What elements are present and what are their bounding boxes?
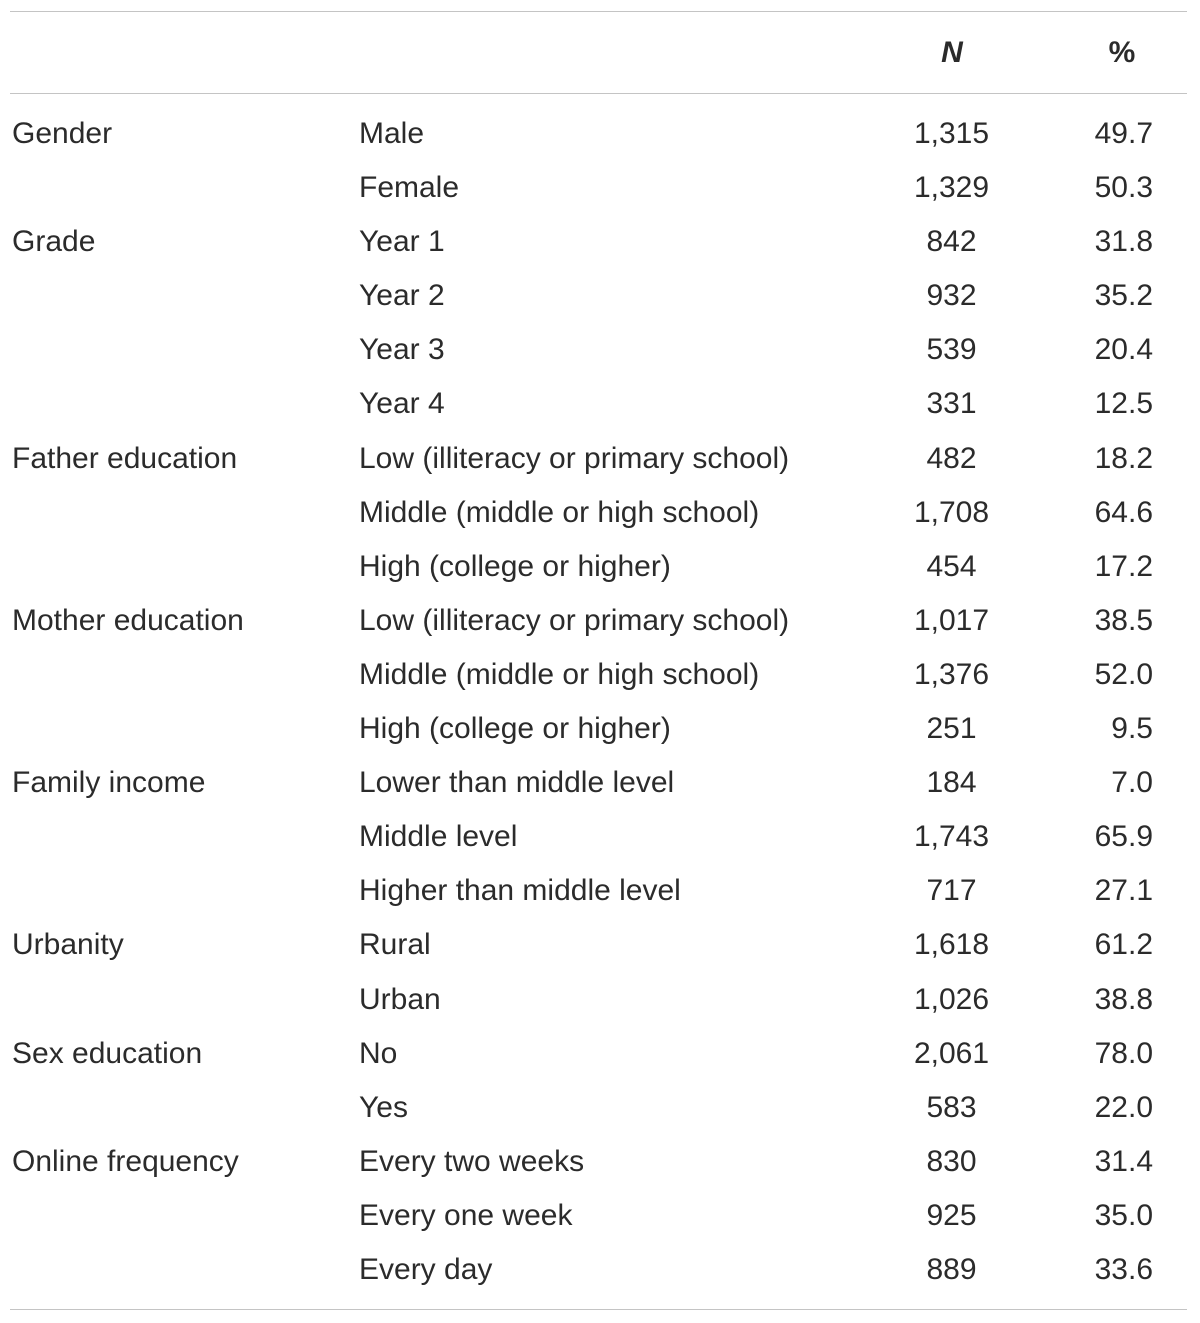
table-row bbox=[0, 1189, 1200, 1243]
percent-cell: 78.0 bbox=[1094, 1036, 1153, 1070]
percent-cell: 27.1 bbox=[1094, 874, 1153, 908]
n-cell: 1,315 bbox=[913, 117, 990, 150]
percent-cell: 64.6 bbox=[1094, 495, 1153, 529]
table-row bbox=[0, 161, 1200, 215]
percent-cell: 52.0 bbox=[1094, 657, 1153, 691]
n-cell: 830 bbox=[926, 1144, 977, 1178]
variable-cell: Sex education bbox=[12, 1036, 203, 1070]
percent-cell: 31.4 bbox=[1094, 1144, 1153, 1178]
category-cell: Middle (middle or high school) bbox=[359, 657, 760, 691]
category-cell: No bbox=[359, 1036, 398, 1070]
n-cell: 842 bbox=[926, 225, 977, 259]
n-cell: 717 bbox=[926, 874, 977, 908]
column-header-n: N bbox=[941, 36, 963, 69]
table-row bbox=[0, 918, 1200, 972]
table-row bbox=[0, 648, 1200, 702]
table-row bbox=[0, 107, 1200, 161]
variable-cell: Online frequency bbox=[12, 1144, 239, 1178]
category-cell: Rural bbox=[359, 928, 431, 962]
table-row bbox=[0, 594, 1200, 648]
percent-cell: 38.5 bbox=[1094, 603, 1153, 637]
percent-cell: 18.2 bbox=[1094, 441, 1153, 475]
n-cell: 184 bbox=[926, 766, 977, 800]
table-row bbox=[0, 1081, 1200, 1135]
table-header-rule bbox=[10, 93, 1187, 94]
variable-cell: Urbanity bbox=[12, 928, 124, 962]
percent-cell: 7.0 bbox=[1111, 766, 1153, 800]
table-row bbox=[0, 377, 1200, 431]
table-row bbox=[0, 432, 1200, 486]
table-body bbox=[0, 107, 1200, 1297]
table-row bbox=[0, 486, 1200, 540]
percent-cell: 49.7 bbox=[1094, 117, 1153, 150]
n-cell: 331 bbox=[926, 387, 977, 421]
category-cell: High (college or higher) bbox=[359, 549, 671, 583]
n-cell: 925 bbox=[926, 1198, 977, 1232]
percent-cell: 35.0 bbox=[1094, 1198, 1153, 1232]
category-cell: Year 4 bbox=[359, 387, 445, 421]
table-row bbox=[0, 1243, 1200, 1297]
n-cell: 583 bbox=[926, 1090, 977, 1124]
table-row bbox=[0, 810, 1200, 864]
n-cell: 1,376 bbox=[913, 657, 990, 691]
variable-cell: Father education bbox=[12, 441, 238, 475]
percent-cell: 22.0 bbox=[1094, 1090, 1153, 1124]
percent-cell: 31.8 bbox=[1094, 225, 1153, 259]
table-row bbox=[0, 1135, 1200, 1189]
table-row bbox=[0, 215, 1200, 269]
percent-cell: 17.2 bbox=[1094, 549, 1153, 583]
table-row bbox=[0, 269, 1200, 323]
category-cell: Low (illiteracy or primary school) bbox=[359, 441, 790, 475]
category-cell: Yes bbox=[359, 1090, 408, 1124]
n-cell: 539 bbox=[926, 333, 977, 367]
percent-cell: 35.2 bbox=[1094, 279, 1153, 313]
n-cell: 482 bbox=[926, 441, 977, 475]
category-cell: Female bbox=[359, 171, 460, 205]
n-cell: 2,061 bbox=[913, 1036, 990, 1070]
percent-cell: 12.5 bbox=[1094, 387, 1153, 421]
n-cell: 1,618 bbox=[913, 928, 990, 962]
percent-cell: 33.6 bbox=[1094, 1252, 1153, 1286]
table-row bbox=[0, 702, 1200, 756]
table-bottom-rule bbox=[10, 1309, 1187, 1310]
n-cell: 1,017 bbox=[913, 603, 990, 637]
variable-cell: Family income bbox=[12, 766, 206, 800]
category-cell: Year 1 bbox=[359, 225, 445, 259]
variable-cell: Grade bbox=[12, 225, 96, 259]
variable-cell: Mother education bbox=[12, 603, 244, 637]
n-cell: 889 bbox=[926, 1252, 977, 1286]
table-row bbox=[0, 756, 1200, 810]
n-cell: 251 bbox=[926, 712, 977, 746]
table-row bbox=[0, 540, 1200, 594]
n-cell: 1,708 bbox=[913, 495, 990, 529]
table-row bbox=[0, 323, 1200, 377]
table-row bbox=[0, 864, 1200, 918]
percent-cell: 65.9 bbox=[1094, 820, 1153, 854]
percent-cell: 38.8 bbox=[1094, 982, 1153, 1016]
n-cell: 932 bbox=[926, 279, 977, 313]
category-cell: Every two weeks bbox=[359, 1144, 585, 1178]
category-cell: Year 2 bbox=[359, 279, 445, 313]
category-cell: Higher than middle level bbox=[359, 874, 681, 908]
n-cell: 1,743 bbox=[913, 820, 990, 854]
category-cell: Male bbox=[359, 117, 425, 150]
category-cell: Middle level bbox=[359, 820, 518, 854]
table-row bbox=[0, 973, 1200, 1027]
table-top-rule bbox=[10, 11, 1187, 12]
percent-cell: 20.4 bbox=[1094, 333, 1153, 367]
category-cell: Urban bbox=[359, 982, 441, 1016]
percent-cell: 50.3 bbox=[1094, 171, 1153, 205]
n-cell: 1,026 bbox=[913, 982, 990, 1016]
category-cell: Low (illiteracy or primary school) bbox=[359, 603, 790, 637]
percent-cell: 61.2 bbox=[1094, 928, 1153, 962]
percent-cell: 9.5 bbox=[1111, 712, 1153, 746]
category-cell: Lower than middle level bbox=[359, 766, 675, 800]
table-row bbox=[0, 1027, 1200, 1081]
category-cell: Middle (middle or high school) bbox=[359, 495, 760, 529]
variable-cell: Gender bbox=[12, 117, 113, 150]
table-header bbox=[0, 31, 1200, 75]
n-cell: 1,329 bbox=[913, 171, 990, 205]
category-cell: Every one week bbox=[359, 1198, 573, 1232]
column-header-percent: % bbox=[1108, 36, 1136, 69]
category-cell: High (college or higher) bbox=[359, 712, 671, 746]
category-cell: Every day bbox=[359, 1252, 493, 1286]
n-cell: 454 bbox=[926, 549, 977, 583]
category-cell: Year 3 bbox=[359, 333, 445, 367]
